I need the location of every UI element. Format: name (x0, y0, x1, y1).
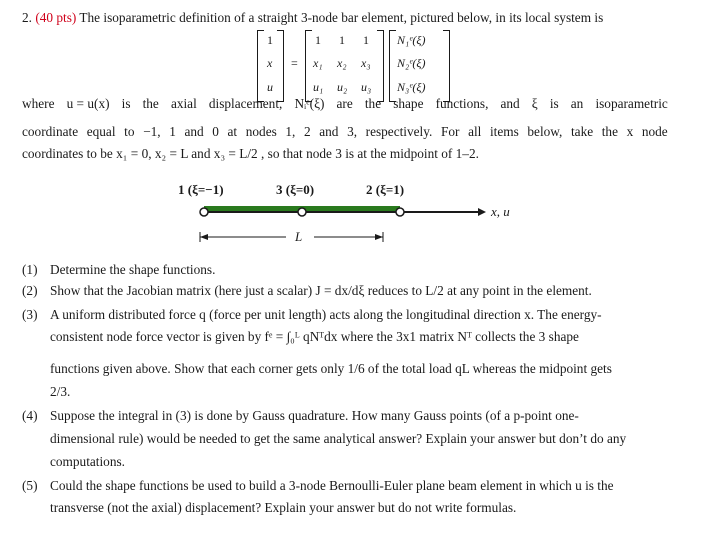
body-word: and (500, 96, 520, 111)
body-word: equal (86, 124, 116, 139)
item-number: (4) (22, 408, 38, 423)
body-word: nodes (245, 124, 277, 139)
body-word: 1 (169, 124, 176, 139)
item-text: 2/3. (50, 384, 71, 399)
body-word: the (364, 96, 382, 111)
matrix-cell: x₁ (313, 56, 323, 70)
body-word: Nᵢᵉ(ξ) (294, 96, 325, 111)
body-word: items (489, 124, 519, 139)
matrix-cell: u₃ (361, 80, 372, 94)
item-text: Determine the shape functions. (50, 262, 216, 277)
body-word: 0 (212, 124, 219, 139)
lhs-bracket-right (277, 30, 284, 102)
matrix-bracket-right (377, 30, 384, 102)
item-number: (1) (22, 262, 38, 277)
problem-header (22, 10, 603, 26)
lhs-entry: x (267, 56, 273, 70)
body-word: respectively. (365, 124, 433, 139)
body-word: are (336, 96, 353, 111)
item-text: computations. (50, 454, 125, 469)
body-word: 2 (303, 124, 311, 139)
body-line-3: coordinates to be x₁ = 0, x₂ = L and x₃ = L/2 , so that node 3 is at the midpoint of 1–2. (22, 146, 479, 161)
node-1-marker (200, 208, 208, 216)
matrix-cell: x₃ (361, 56, 371, 70)
rhs-bracket-right (443, 30, 450, 102)
body-word: the (601, 124, 618, 139)
body-word: is (121, 96, 131, 111)
item-text: consistent node force vector is given by fᵉ = ∫₀ᴸ qNᵀdx where the 3x1 matrix Nᵀ collects the 3 shape (50, 329, 579, 344)
body-word: axial (170, 96, 197, 111)
body-word: ξ (531, 96, 538, 111)
isoparametric-matrix-equation (255, 30, 485, 102)
body-word: where (22, 96, 55, 111)
body-word: functions, (435, 96, 489, 111)
item-text: A uniform distributed force q (force per unit length) acts along the longitudinal direction x. The energy- (50, 307, 602, 322)
axis-arrowhead (478, 208, 486, 216)
node-1-label: 1 (ξ=−1) (178, 182, 224, 197)
length-label: L (295, 229, 303, 244)
body-word: x (626, 124, 634, 139)
body-line-1 (22, 96, 668, 112)
body-word: at (227, 124, 238, 139)
shape-function-entry: N₁ᵉ(ξ) (397, 33, 426, 47)
node-2-label: 2 (ξ=1) (366, 182, 405, 197)
body-word: the (142, 96, 159, 111)
item-number: (5) (22, 478, 38, 493)
body-word: all (468, 124, 482, 139)
body-word: is (549, 96, 559, 111)
body-line-2 (22, 124, 668, 140)
body-word: shape (393, 96, 424, 111)
body-word: and (319, 124, 339, 139)
item-text: Show that the Jacobian matrix (here just a scalar) J = dx/dξ reduces to L/2 at any point in the element. (50, 283, 592, 298)
rhs-bracket-left (389, 30, 396, 102)
body-word: 3, (347, 124, 358, 139)
lhs-entry: 1 (267, 33, 273, 47)
node-2-marker (396, 208, 404, 216)
item-text: Suppose the integral in (3) is done by Gauss quadrature. How many Gauss points (of a p-point one- (50, 408, 579, 423)
body-word: isoparametric (595, 96, 668, 111)
matrix-cell: 1 (363, 33, 369, 47)
shape-function-entry: N₃ᵉ(ξ) (397, 80, 426, 94)
dimension-arrow-right (375, 234, 383, 240)
matrix-cell: u₂ (337, 80, 348, 94)
problem-number: 2. (22, 10, 32, 25)
matrix-cell: u₁ (313, 80, 324, 94)
item-text: functions given above. Show that each corner gets only 1/6 of the total load qL whereas the midpoint gets (50, 361, 612, 376)
matrix-cell: x₂ (337, 56, 347, 70)
shape-function-entry: N₂ᵉ(ξ) (397, 56, 426, 70)
item-text: dimensional rule) would be needed to get the same analytical answer? Explain your answer but don’t do any (50, 431, 627, 446)
axis-label: x, u (491, 204, 510, 219)
lhs-bracket-left (257, 30, 264, 102)
node-3-label: 3 (ξ=0) (276, 182, 315, 197)
item-text: Could the shape functions be used to build a 3-node Bernoulli-Euler plane beam element in which u is the (50, 478, 614, 493)
item-text: transverse (not the axial) displacement? Explain your answer but do not write formulas. (50, 500, 517, 515)
matrix-bracket-left (305, 30, 312, 102)
equals-sign: = (291, 56, 298, 70)
body-word: below, (527, 124, 563, 139)
matrix-cell: 1 (315, 33, 321, 47)
body-word: take (570, 124, 594, 139)
body-word: node (641, 124, 668, 139)
body-word: coordinate (22, 124, 79, 139)
dimension-arrow-left (200, 234, 208, 240)
problem-points: (40 pts) (35, 10, 77, 25)
bar-element-diagram (170, 182, 530, 252)
matrix-cell: 1 (339, 33, 345, 47)
body-word: to (124, 124, 135, 139)
body-word: For (440, 124, 460, 139)
body-word: −1, (143, 124, 161, 139)
lhs-entry: u (267, 80, 273, 94)
item-number: (2) (22, 283, 38, 298)
body-word: an (570, 96, 584, 111)
node-3-marker (298, 208, 306, 216)
bar-diagram-graphic (170, 182, 530, 252)
body-word: displacement, (208, 96, 283, 111)
item-number: (3) (22, 307, 38, 322)
problem-intro: The isoparametric definition of a straight 3-node bar element, pictured below, in its local system is (79, 10, 604, 25)
body-word: 1, (285, 124, 296, 139)
body-word: u = u(x) (66, 96, 110, 111)
body-word: and (184, 124, 204, 139)
